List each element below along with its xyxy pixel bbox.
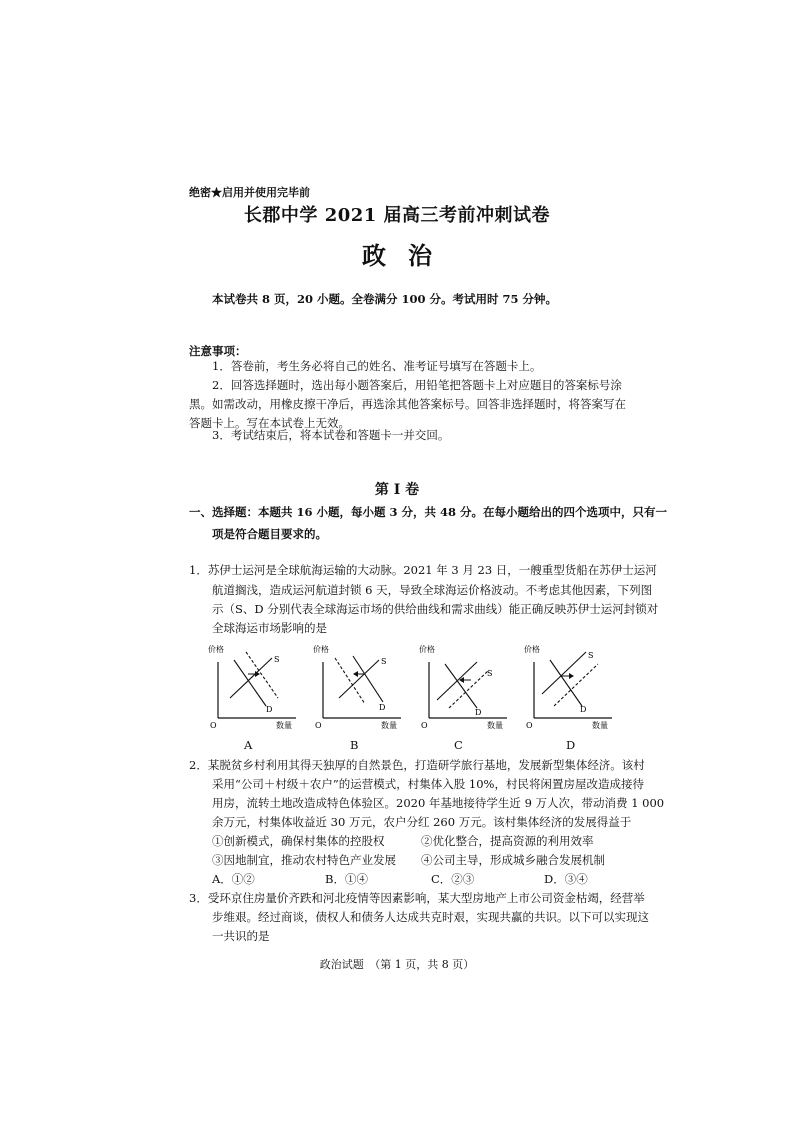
svg-text:数量: 数量 [276, 721, 292, 730]
q1-line-4: 全球海运市场影响的是 [212, 621, 327, 635]
q1-line-2: 航道搁浅，造成运河航道封锁 6 天，导致全球海运价格波动。不考虑其他因素，下列图 [212, 583, 653, 597]
supply-demand-graph-b [309, 640, 405, 732]
svg-text:数量: 数量 [487, 721, 503, 730]
q2-statement-4: ④公司主导，形成城乡融合发展机制 [421, 853, 605, 867]
q2-statement-1: ①创新模式，确保村集体的控股权 [212, 834, 385, 848]
svg-text:S: S [487, 669, 493, 678]
section-heading-line-2: 项是符合题目要求的。 [212, 527, 327, 541]
supply-demand-graph-a [204, 640, 300, 732]
q3-line-3: 一共识的是 [212, 929, 270, 943]
note-item-2-line-1: 2．回答选择题时，选出每小题答案后，用铅笔把答题卡上对应题目的答案标号涂 [212, 378, 622, 392]
svg-text:S: S [588, 651, 594, 660]
q2-option-c: C．②③ [431, 872, 475, 886]
page-footer: 政治试题 （第 1 页，共 8 页） [319, 958, 475, 971]
note-item-1: 1．答卷前，考生务必将自己的姓名、准考证号填写在答题卡上。 [212, 359, 542, 373]
svg-text:O: O [210, 721, 217, 730]
q1-line-3: 示（S、D 分别代表全球海运市场的供给曲线和需求曲线）能正确反映苏伊士运河封锁对 [212, 602, 659, 616]
q2-line-4: 余万元，村集体收益近 30 万元，农户分红 260 万元。该村集体经济的发展得益于 [212, 815, 632, 829]
svg-text:价格: 价格 [313, 645, 329, 654]
section-heading-line-1: 一、选择题：本题共 16 小题，每小题 3 分，共 48 分。在每小题给出的四个选项中，只有一 [189, 505, 668, 519]
notes-heading: 注意事项： [189, 344, 247, 358]
q1-option-c-label: C [454, 738, 463, 752]
svg-text:O: O [315, 721, 322, 730]
q2-option-b: B．①④ [325, 872, 368, 886]
exam-subject: 政治 [362, 241, 454, 270]
volume-heading: 第 Ⅰ 卷 [374, 482, 420, 498]
svg-text:数量: 数量 [592, 721, 608, 730]
svg-text:价格: 价格 [208, 645, 224, 654]
q2-line-1: 2．某脱贫乡村利用其得天独厚的自然景色，打造研学旅行基地，发展新型集体经济。该村 [189, 758, 645, 772]
q2-statement-3: ③因地制宜，推动农村特色产业发展 [212, 853, 396, 867]
q3-line-1: 3．受环京住房量价齐跌和河北疫情等因素影响，某大型房地产上市公司资金枯竭，经营举 [189, 891, 645, 905]
svg-text:数量: 数量 [381, 721, 397, 730]
svg-text:D: D [475, 708, 482, 717]
supply-demand-graph-c [415, 640, 511, 732]
q1-option-d-label: D [566, 738, 576, 752]
svg-text:O: O [421, 721, 428, 730]
supply-demand-graph-d [520, 640, 616, 732]
svg-text:D: D [580, 705, 587, 714]
svg-text:价格: 价格 [524, 645, 540, 654]
q2-line-2: 采用“公司＋村级＋农户”的运营模式，村集体入股 10%，村民将闲置房屋改造成接待 [212, 777, 644, 791]
svg-text:S: S [381, 657, 387, 666]
svg-text:价格: 价格 [419, 645, 435, 654]
note-item-2-line-2: 黑。如需改动，用橡皮擦干净后，再选涂其他答案标号。回答非选择题时，将答案写在 [189, 397, 626, 411]
q2-statement-2: ②优化整合，提高资源的利用效率 [421, 834, 594, 848]
q1-line-1: 1．苏伊士运河是全球航海运输的大动脉。2021 年 3 月 23 日，一艘重型货船在苏伊士运河 [189, 563, 657, 577]
exam-intro: 本试卷共 8 页，20 小题。全卷满分 100 分。考试用时 75 分钟。 [212, 292, 558, 306]
q2-line-3: 用房，流转土地改造成特色体验区。2020 年基地接待学生近 9 万人次，带动消费 1 000 [212, 796, 665, 810]
q2-option-d: D．③④ [544, 872, 588, 886]
q2-option-a: A．①② [212, 872, 255, 886]
svg-text:S: S [274, 655, 280, 664]
q1-option-a-label: A [244, 738, 253, 752]
confidential-label: 绝密★启用并使用完毕前 [189, 186, 310, 199]
note-item-3: 3．考试结束后，将本试卷和答题卡一并交回。 [212, 428, 450, 442]
svg-text:O: O [526, 721, 533, 730]
svg-text:D: D [266, 705, 273, 714]
svg-text:D: D [379, 703, 386, 712]
q1-option-b-label: B [350, 738, 359, 752]
q3-line-2: 步维艰。经过商谈，债权人和债务人达成共克时艰，实现共赢的共识。以下可以实现这 [212, 910, 649, 924]
note-item-2-line-3: 答题卡上。写在本试卷上无效。 [189, 416, 350, 430]
exam-title: 长郡中学 2021 届高三考前冲刺试卷 [243, 205, 551, 226]
